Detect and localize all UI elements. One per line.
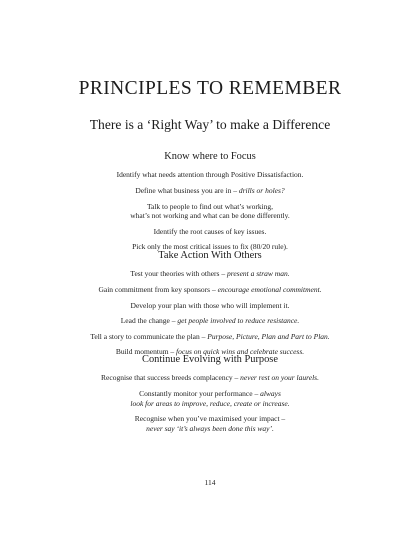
- principle-item: [0, 316, 420, 326]
- item-text-line2: what’s not working and what can be done differently.: [130, 211, 290, 221]
- item-text: Tell a story to communicate the plan –: [90, 331, 208, 341]
- item-text: Constantly monitor your performance –: [139, 389, 261, 399]
- item-emphasis: never rest on your laurels.: [240, 373, 319, 383]
- item-text: Recognise when you’ve maximised your impact –: [134, 414, 286, 424]
- principle-item: [0, 202, 420, 221]
- page-title: PRINCIPLES TO REMEMBER: [78, 78, 342, 99]
- section-heading: Continue Evolving with Purpose: [142, 354, 278, 365]
- item-emphasis: Purpose, Picture, Plan and Part to Plan.: [207, 331, 330, 341]
- item-emphasis-line2: look for areas to improve, reduce, create or increase.: [130, 398, 290, 408]
- item-emphasis-line2: never say ‘it’s always been done this way’.: [146, 423, 274, 433]
- item-text: Talk to people to find out what’s working,: [146, 201, 274, 211]
- item-emphasis: present a straw man.: [226, 269, 290, 279]
- page-number: 114: [204, 478, 216, 487]
- principle-item: [0, 414, 420, 433]
- item-text: Test your theories with others –: [130, 269, 227, 279]
- item-text: Build momentum –: [115, 347, 177, 357]
- principle-item: [0, 186, 420, 196]
- item-emphasis: encourage emotional commitment.: [217, 285, 322, 295]
- section-take-action-with-others: [0, 250, 420, 363]
- section-heading: Know where to Focus: [164, 151, 256, 162]
- principle-item: [0, 227, 420, 237]
- item-emphasis: get people involved to reduce resistance.: [177, 316, 300, 326]
- principle-item: [0, 269, 420, 279]
- page-subtitle: There is a ‘Right Way’ to make a Difference: [89, 117, 331, 132]
- section-continue-evolving-with-purpose: [0, 354, 420, 439]
- item-emphasis: always: [260, 389, 281, 399]
- principle-item: [0, 170, 420, 180]
- item-emphasis: drills or holes?: [238, 186, 285, 196]
- principle-item: [0, 285, 420, 295]
- item-text: Pick only the most critical issues to fix (80/20 rule).: [132, 242, 288, 252]
- item-text: Identify the root causes of key issues.: [153, 226, 267, 236]
- item-text: Develop your plan with those who will implement it.: [130, 300, 290, 310]
- item-text: Identify what needs attention through Positive Dissatisfaction.: [116, 170, 304, 180]
- item-text: Lead the change –: [120, 316, 178, 326]
- item-text: Gain commitment from key sponsors –: [98, 285, 218, 295]
- principle-item: [0, 301, 420, 311]
- item-text: Recognise that success breeds complacency –: [101, 373, 241, 383]
- principle-item: [0, 373, 420, 383]
- item-emphasis: focus on quick wins and celebrate success.: [176, 347, 305, 357]
- section-know-where-to-focus: [0, 151, 420, 258]
- item-text: Define what business you are in –: [135, 186, 239, 196]
- section-heading: Take Action With Others: [158, 250, 262, 261]
- principle-item: [0, 389, 420, 408]
- principle-item: [0, 332, 420, 342]
